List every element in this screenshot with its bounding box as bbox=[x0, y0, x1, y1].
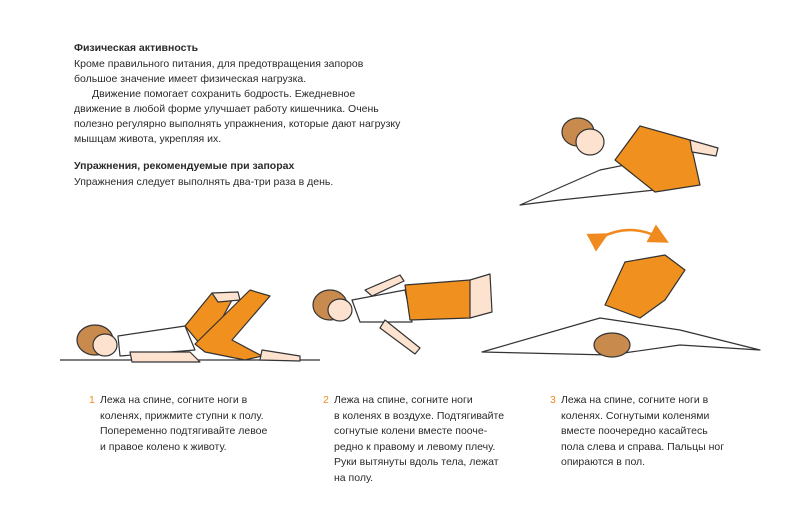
legs bbox=[605, 255, 685, 318]
rotate-arrow bbox=[600, 230, 660, 238]
face bbox=[576, 129, 604, 155]
step-3 bbox=[550, 393, 725, 471]
arm-down bbox=[380, 320, 420, 354]
step-text: Лежа на спине, согните ноги в коленях в воздухе. Подтягивайте согнутые колени вместе пооче- редно к правому и левому плечу. Руки вытянуты вдоль тела, лежат на полу. bbox=[334, 394, 505, 484]
hair bbox=[594, 333, 630, 357]
feet bbox=[690, 140, 718, 156]
exercise-1-figure bbox=[60, 290, 320, 362]
exercise-2-figure bbox=[313, 274, 492, 354]
exercise-3-figure-bottom bbox=[482, 255, 760, 357]
intro-paragraph-1: Кроме правильного питания, для предотвращения запоров большое значение имеет физическая нагрузка. bbox=[74, 58, 364, 85]
step-number: 1 bbox=[89, 394, 95, 406]
foot bbox=[260, 350, 300, 361]
exercise-3-figure-top bbox=[520, 118, 718, 205]
step-1 bbox=[89, 393, 268, 455]
step-number: 2 bbox=[323, 394, 329, 406]
step-number: 3 bbox=[550, 394, 556, 406]
feet bbox=[470, 274, 492, 318]
face bbox=[93, 334, 117, 356]
exercises-note: Упражнения следует выполнять два-три раза в день. bbox=[74, 176, 334, 188]
section-title: Физическая активность bbox=[74, 42, 199, 54]
step-text: Лежа на спине, согните ноги в коленях, прижмите ступни к полу. Попеременно подтягивайте левое и правое колено к животу. bbox=[100, 394, 268, 453]
step-text: Лежа на спине, согните ноги в коленях. Согнутыми коленями вместе поочередно касайтесь пола слева и справа. Пальцы ног опираются в пол. bbox=[561, 394, 725, 468]
exercises-title: Упражнения, рекомендуемые при запорах bbox=[74, 160, 295, 172]
face bbox=[328, 299, 352, 321]
step-2 bbox=[323, 393, 505, 486]
intro-paragraph-2: Движение помогает сохранить бодрость. Ежедневное движение в любой форме улучшает работу кишечника. Очень полезно регулярно выполнять упражнения, которые дают нагрузку мышцам живота, укрепляя их. bbox=[74, 88, 401, 145]
arm bbox=[130, 352, 200, 362]
torso bbox=[352, 290, 412, 322]
